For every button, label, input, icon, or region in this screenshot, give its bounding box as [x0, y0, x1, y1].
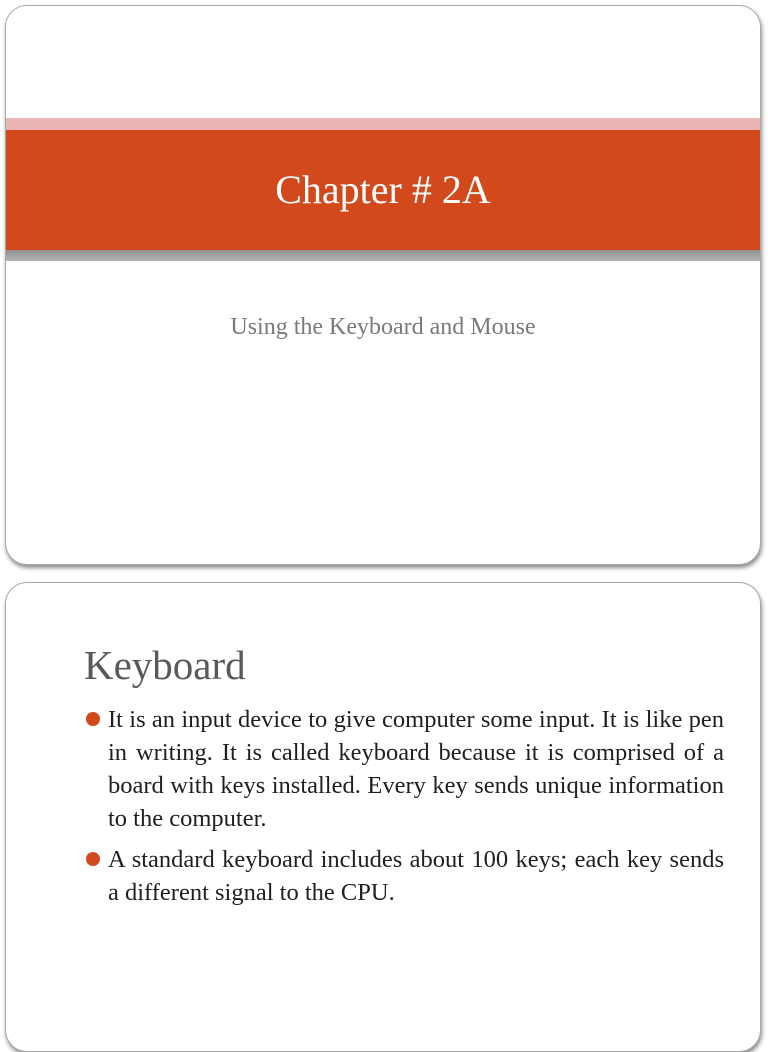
bullet-item — [84, 843, 724, 909]
slide-subtitle-text: Using the Keyboard and Mouse — [230, 314, 536, 340]
bullet-text: A standard keyboard includes about 100 keys; each key sends a different signal to the CPU. — [108, 846, 724, 906]
bullet-text: It is an input device to give computer some input. It is like pen in writing. It is called keyboard because it is comprised of a board with keys installed. Every key sends unique information to the computer. — [108, 706, 724, 832]
bullet-item — [84, 703, 724, 835]
bullet-list — [84, 703, 724, 917]
slide-title-text: Chapter # 2A — [275, 167, 491, 212]
slide-content — [5, 582, 761, 1052]
title-band-top-stripe — [6, 118, 760, 130]
bullet-dot-icon — [86, 712, 100, 726]
slide-heading: Keyboard — [84, 642, 246, 688]
bullet-dot-icon — [86, 852, 100, 866]
title-band-shadow-stripe — [6, 250, 760, 261]
slide-title — [5, 5, 761, 565]
